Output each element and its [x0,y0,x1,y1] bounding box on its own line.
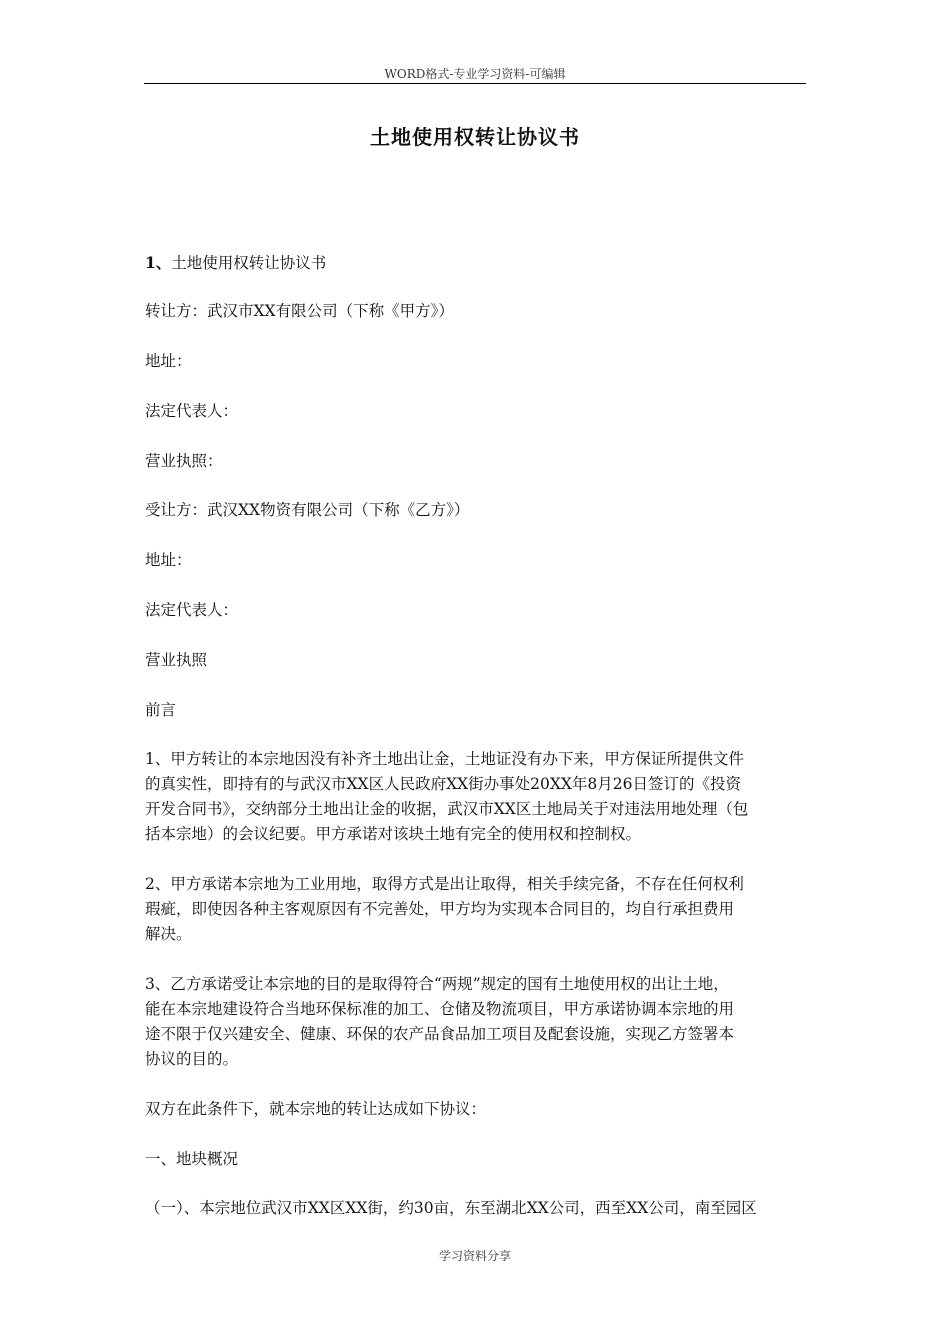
part-one-first-line: （一）、本宗地位武汉市XX区XX街，约30亩，东至湖北XX公司，西至XX公司，南至园区 [145,1199,757,1217]
transferee-license: 营业执照 [145,651,208,669]
clause-line: 的真实性，即持有的与武汉市XX区人民政府XX街办事处20XX年8月26日签订的《投资 [145,775,742,793]
section-heading-text: 土地使用权转让协议书 [171,254,327,272]
clause-line: 能在本宗地建设符合当地环保标准的加工、仓储及物流项目，甲方承诺协调本宗地的用 [145,1000,735,1018]
clause-line: 2、甲方承诺本宗地为工业用地，取得方式是出让取得，相关手续完备，不存在任何权利 [145,875,744,893]
document-title: 土地使用权转让协议书 [370,125,580,149]
clause-line: 1、甲方转让的本宗地因没有补齐土地出让金，土地证没有办下来，甲方保证所提供文件 [145,750,744,768]
transferee-line: 受让方：武汉XX物资有限公司（下称《乙方》） [145,501,470,519]
transferor-license: 营业执照： [145,452,223,470]
clause-line: 协议的目的。 [145,1050,239,1068]
clause-line: 解决。 [145,925,192,943]
transferor-line: 转让方：武汉市XX有限公司（下称《甲方》） [145,302,454,320]
clause-line: 途不限于仅兴建安全、健康、环保的农产品食品加工项目及配套设施，实现乙方签署本 [145,1025,735,1043]
transferee-address: 地址： [145,551,192,569]
clause-1 [145,747,809,847]
preface-label: 前言 [145,701,177,719]
clause-line: 开发合同书》，交纳部分土地出让金的收据，武汉市XX区土地局关于对违法用地处理（包 [145,800,749,818]
clause-line: 括本宗地）的会议纪要。甲方承诺对该块土地有完全的使用权和控制权。 [145,825,642,843]
section-heading [145,251,809,275]
page-header: WORD格式-专业学习资料-可编辑 [384,67,566,81]
page-footer: 学习资料分享 [438,1249,511,1263]
part-one-heading: 一、地块概况 [145,1150,239,1168]
transferor-address: 地址： [145,352,192,370]
section-number: 1、 [145,253,172,272]
transferor-legal-rep: 法定代表人： [145,402,239,420]
clause-3 [145,972,809,1072]
clause-2 [145,872,809,947]
transferee-legal-rep: 法定代表人： [145,601,239,619]
clause-line: 瑕疵，即使因各种主客观原因有不完善处，甲方均为实现本合同目的，均自行承担费用 [145,900,735,918]
clause-line: 3、乙方承诺受让本宗地的目的是取得符合“两规”规定的国有土地使用权的出让土地， [145,975,729,993]
header-divider [144,83,806,84]
agreement-intro: 双方在此条件下，就本宗地的转让达成如下协议： [145,1100,487,1118]
